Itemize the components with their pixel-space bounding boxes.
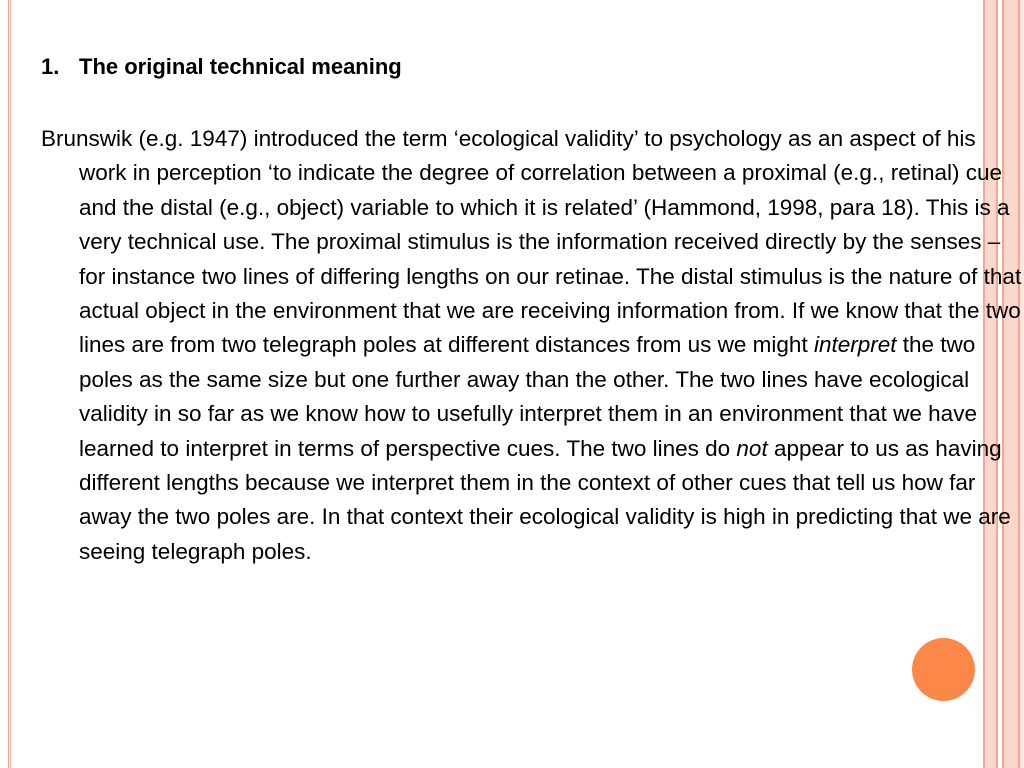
paragraph-text-2: the two poles as the same size but one further away than the other. The two lines have ecological validity in so far as we know how to usefully interpret them in an environment that we have learned to interpret in terms of perspective cues. The two lines do xyxy=(79,332,977,461)
heading-title: The original technical meaning xyxy=(79,54,402,79)
paragraph-emphasis-not: not xyxy=(736,435,768,461)
paragraph-emphasis-interpret: interpret xyxy=(813,332,897,358)
heading-number: 1. xyxy=(41,54,60,79)
slide-heading xyxy=(41,54,402,80)
paragraph-text-3: appear to us as having different lengths because we interpret them in the context of other cues that tell us how far away the two poles are. In that context their ecological validity is high in predicting that we are seeing telegraph poles. xyxy=(79,435,1011,564)
left-border-decoration xyxy=(0,0,9,768)
left-border-line xyxy=(10,0,11,768)
accent-circle xyxy=(912,638,975,701)
paragraph-text-1: Brunswik (e.g. 1947) introduced the term ‘ecological validity’ to psychology as an aspect of his work in perception ‘to indicate the degree of correlation between a proximal (e.g., retinal) cue and the distal (e.g., object) variable to which it is related’ (Hammond, 1998, para 18). This is a very technical use. The proximal stimulus is the information received directly by the senses – for instance two lines of differing lengths on our retinae. The distal stimulus is the nature of that actual object in the environment that we are receiving information from. If we know that the two lines are from two telegraph poles at different distances from us we might xyxy=(41,126,1022,358)
body-paragraph xyxy=(41,122,1024,569)
